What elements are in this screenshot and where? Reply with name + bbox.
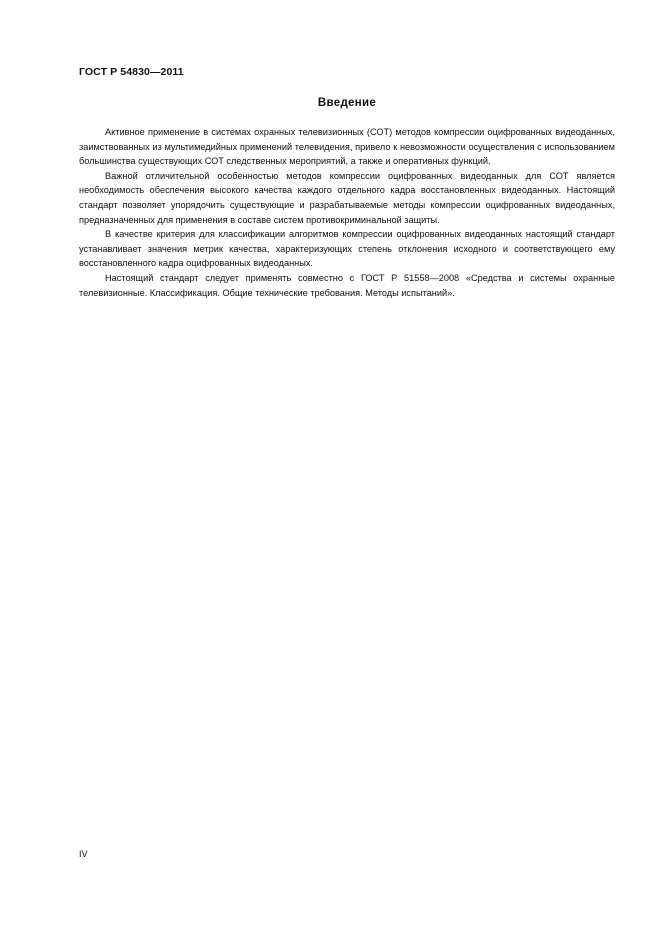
page-number: IV bbox=[79, 849, 88, 859]
paragraph-1: Активное применение в системах охранных телевизионных (СОТ) методов компрессии оцифрованных видеоданных, заимствованных из мультимедийных применений телевидения, привело к невозможности осуществления с использованием большинства существующих СОТ следственных мероприятий, а также и оперативных функций. bbox=[79, 127, 615, 167]
introduction-body bbox=[79, 125, 615, 300]
paragraph-4: Настоящий стандарт следует применять совместно с ГОСТ Р 51558—2008 «Средства и системы охранные телевизионные. Классификация. Общие технические требования. Методы испытаний». bbox=[79, 272, 615, 298]
document-number-header: ГОСТ Р 54830—2011 bbox=[79, 66, 184, 78]
paragraph-2: Важной отличительной особенностью методов компрессии оцифрованных видеоданных для СОТ является необходимость обеспечения высокого качества каждого отдельного кадра восстановленных видеоданных. Настоящий стандарт позволяет упорядочить существующие и разрабатываемые методы компрессии оцифрованных видеоданных, предназначенных для применения в составе систем противокриминальной защиты. bbox=[79, 170, 615, 225]
paragraph-3: В качестве критерия для классификации алгоритмов компрессии оцифрованных видеоданных настоящий стандарт устанавливает значения метрик качества, характеризующих степень отклонения исходного и соответствующего ему восстановленного кадра оцифрованных видеоданных. bbox=[79, 229, 615, 269]
section-title: Введение bbox=[317, 97, 377, 109]
